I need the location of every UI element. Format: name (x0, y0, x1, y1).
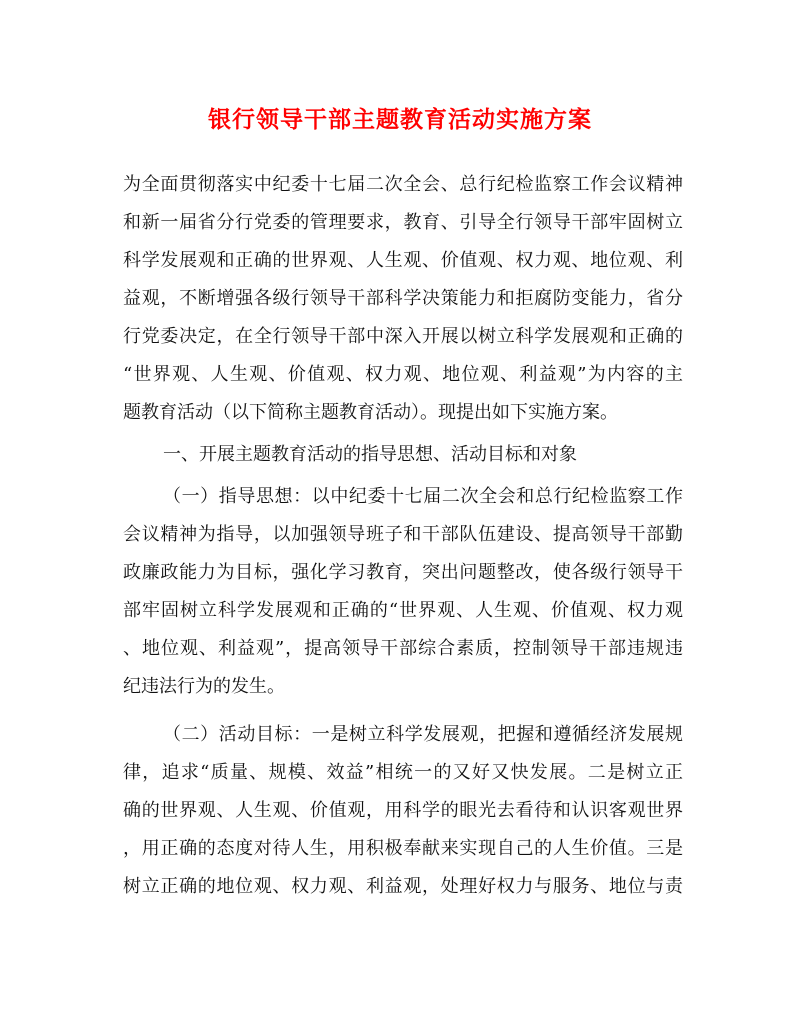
text-line: 确的世界观、人生观、价值观，用科学的眼光去看待和认识客观世界 (123, 800, 683, 821)
text-line: ，用正确的态度对待人生，用积极奉献来实现自己的人生价值。三是 (123, 838, 683, 859)
text-line: 部牢固树立科学发展观和正确的“世界观、人生观、价值观、权力观 (123, 600, 683, 621)
text-line: 纪违法行为的发生。 (123, 676, 285, 697)
text-line: 益观，不断增强各级行领导干部科学决策能力和拒腐防变能力，省分 (123, 288, 683, 309)
text-line: 题教育活动（以下简称主题教育活动）。现提出如下实施方案。 (123, 402, 618, 423)
document-title: 银行领导干部主题教育活动实施方案 (208, 106, 592, 133)
section-heading: 一、开展主题教育活动的指导思想、活动目标和对象 (163, 444, 577, 465)
text-line: 、地位观、利益观”，提高领导干部综合素质，控制领导干部违规违 (123, 638, 683, 659)
document-body (123, 166, 683, 906)
paragraph-intro (123, 166, 683, 432)
text-line: 律，追求“质量、规模、效益”相统一的又好又快发展。二是树立正 (123, 762, 683, 783)
paragraph-activity-goals (123, 716, 683, 906)
text-line: 为全面贯彻落实中纪委十七届二次全会、总行纪检监察工作会议精神 (123, 174, 683, 195)
text-line: （一）指导思想：以中纪委十七届二次全会和总行纪检监察工作 (163, 486, 683, 507)
text-line: 和新一届省分行党委的管理要求，教育、引导全行领导干部牢固树立 (123, 212, 683, 233)
paragraph-guiding-ideology (123, 478, 683, 706)
text-line: 会议精神为指导，以加强领导班子和干部队伍建设、提高领导干部勤 (123, 524, 683, 545)
text-line: （二）活动目标：一是树立科学发展观，把握和遵循经济发展规 (163, 724, 683, 745)
text-line: “世界观、人生观、价值观、权力观、地位观、利益观”为内容的主 (123, 364, 683, 385)
text-line: 科学发展观和正确的世界观、人生观、价值观、权力观、地位观、利 (123, 250, 683, 271)
text-line: 树立正确的地位观、权力观、利益观，处理好权力与服务、地位与责 (123, 876, 683, 897)
text-line: 政廉政能力为目标，强化学习教育，突出问题整改，使各级行领导干 (123, 562, 683, 583)
text-line: 行党委决定，在全行领导干部中深入开展以树立科学发展观和正确的 (123, 326, 683, 347)
